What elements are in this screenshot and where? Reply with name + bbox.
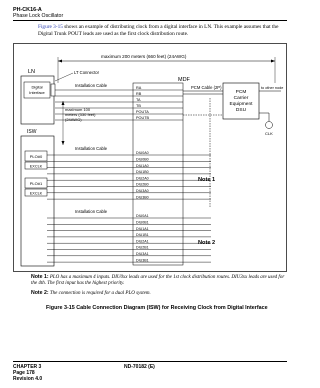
max-note-3: (24AWG) [65, 117, 82, 122]
diagram-frame [14, 44, 287, 272]
installation-cable-label-1: Installation Cable [75, 83, 108, 88]
installation-cable-label-3: Installation Cable [75, 209, 108, 214]
plo1-lead-label: DIU2B1 [136, 245, 149, 250]
lt-connector-label: LT Connector [74, 70, 99, 75]
plo1-leads [47, 214, 211, 262]
plo1-lead-label: DIU3B1 [136, 258, 149, 263]
note1-tag: Note 1 [198, 177, 216, 183]
plo1-lead-label: DIU0A1 [136, 214, 149, 219]
max-note-1: maximum 100 [65, 107, 91, 112]
digital-lead-label: POUTB [136, 116, 150, 121]
plo1-lead-label: DIU0B1 [136, 220, 149, 225]
max-note-2: meters (330 feet) [65, 112, 96, 117]
pcm-box-line-2: Carrier [233, 96, 249, 101]
top-dimension-label: maximum 200 meters (660 feet) (24AWG) [101, 54, 187, 59]
plo0-lead-label: DIU2B0 [136, 182, 149, 187]
digital-lead-label: TA [136, 98, 141, 103]
note-1 [31, 274, 287, 287]
intro-paragraph [38, 24, 288, 37]
installation-cable-label-2: Installation Cable [75, 146, 108, 151]
plo0-lead-label: DIU1A0 [136, 163, 149, 168]
footer-chapter: CHAPTER 3 [13, 364, 42, 370]
dimension-arrow-right [271, 60, 275, 63]
plo0-lead-label: DIU3A0 [136, 189, 149, 193]
note-2 [31, 290, 287, 297]
plo1-lead-label: DIU2A1 [136, 239, 149, 244]
header-title: PH-CK16-A [13, 7, 42, 13]
footer-revision: Revision 4.0 [13, 376, 43, 382]
digital-lead-label: RA [136, 86, 142, 91]
header-rule [13, 20, 287, 21]
pcm-box-line-3: Equipment [229, 102, 253, 107]
pcm-carrier-box [223, 83, 259, 119]
note-2-text: The connection is required for a dual PLO system. [49, 291, 151, 296]
lt-connector [51, 84, 55, 96]
plo0-lead-label: DIU2A0 [136, 176, 149, 181]
plo1-lead-label: DIU1B1 [136, 233, 149, 238]
footer-rule [13, 361, 287, 362]
cable-connection-diagram [13, 43, 287, 272]
clk-icon [266, 122, 273, 129]
note-1-label: Note 1: [31, 274, 49, 280]
note-2-label: Note 2: [31, 290, 49, 296]
plo1-lead-label: DIU1A1 [136, 226, 149, 231]
plo0-lead-label: DIU1B0 [136, 170, 149, 175]
plo0-lead-label: DIU0A0 [136, 151, 149, 156]
footer-page: Page 178 [13, 370, 35, 376]
isw-label: ISW [27, 129, 37, 135]
digital-lead-label: POUTA [136, 110, 149, 115]
dimension-arrow-left [58, 60, 62, 63]
digital-lead-label: RB [136, 92, 142, 97]
intro-text: shows an example of distributing clock from a digital interface in LN. This example assumes that the Digital Trunk POUT leads are used as the first clock distribution route. [38, 24, 279, 37]
figure-caption: Figure 3-15 Cable Connection Diagram (ISW) for Receiving Clock from Digital Interface [46, 305, 268, 311]
pcm-cable-label: PCM Cable (2P) [191, 85, 222, 90]
plo0-leads [47, 151, 211, 199]
mdf-label: MDF [178, 77, 190, 83]
plo1-exclk-label: EXCLK [29, 191, 43, 196]
note2-tag: Note 2 [198, 240, 216, 246]
plo0-lead-label: DIU3B0 [136, 195, 149, 200]
digital-interface-label-2: Interface [29, 90, 45, 95]
plo0-exclk-label: EXCLK [29, 164, 43, 169]
note-1-text: PLO has a maximum 4 inputs. DIU0xx leads are used for the 1st clock distribution routes. DIU3xx leads are used for the 4th. The first input has the highest priority. [31, 275, 285, 286]
pcm-box-line-4: DSU [235, 108, 247, 113]
figure-link[interactable]: Figure 3-15 [38, 24, 63, 30]
to-other-node-label: to other node [261, 86, 284, 90]
pcm-box-line-1: PCM [235, 90, 247, 95]
digital-lead-label: TB [136, 104, 141, 109]
footer-doc-number: ND-70182 (E) [124, 364, 155, 370]
clk-label: CLK [265, 131, 273, 136]
digital-interface-label-1: Digital [31, 84, 43, 90]
plo0-label: PLO#0 [29, 154, 43, 159]
ln-label: LN [28, 69, 36, 75]
header-subtitle: Phase Lock Oscillator [13, 13, 64, 19]
plo1-label: PLO#1 [29, 181, 43, 186]
plo1-lead-label: DIU3A1 [136, 252, 149, 256]
plo0-lead-label: DIU0B0 [136, 157, 149, 162]
